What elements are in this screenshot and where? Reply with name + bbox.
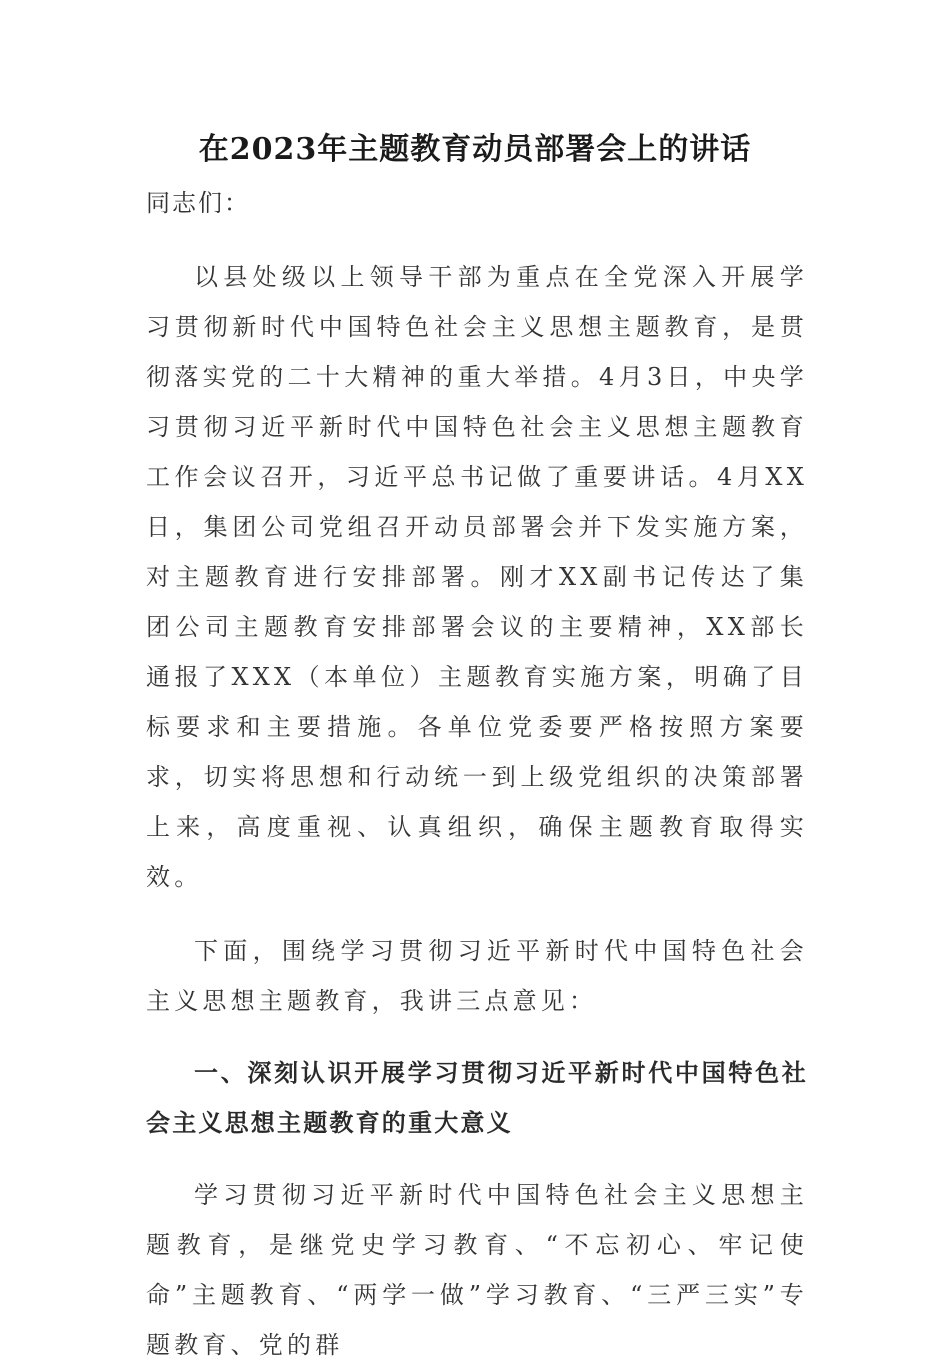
document-title: 在2023年主题教育动员部署会上的讲话 [198,132,752,167]
body-paragraph-1: 以县处级以上领导干部为重点在全党深入开展学习贯彻新时代中国特色社会主义思想主题教育，是贯彻落实党的二十大精神的重大举措。4月3日，中央学习贯彻习近平新时代中国特色社会主义思想主题教育工作会议召开，习近平总书记做了重要讲话。4月XX日，集团公司党组召开动员部署会并下发实施方案，对主题教育进行安排部署。刚才XX副书记传达了集团公司主题教育安排部署会议的主要精神，XX部长通报了XXX（本单位）主题教育实施方案，明确了目标要求和主要措施。各单位党委要严格按照方案要求，切实将思想和行动统一到上级党组织的决策部署上来，高度重视、认真组织，确保主题教育取得实效。 [146,263,808,891]
body-paragraph-2: 下面，围绕学习贯彻习近平新时代中国特色社会主义思想主题教育，我讲三点意见： [146,937,808,1015]
section-heading-1: 一、深刻认识开展学习贯彻习近平新时代中国特色社会主义思想主题教育的重大意义 [146,1059,808,1137]
document-body [146,178,808,1370]
section-paragraph-1: 学习贯彻习近平新时代中国特色社会主义思想主题教育，是继党史学习教育、“不忘初心、牢记使命”主题教育、“两学一做”学习教育、“三严三实”专题教育、党的群 [146,1181,808,1359]
greeting-line: 同志们： [146,189,250,217]
